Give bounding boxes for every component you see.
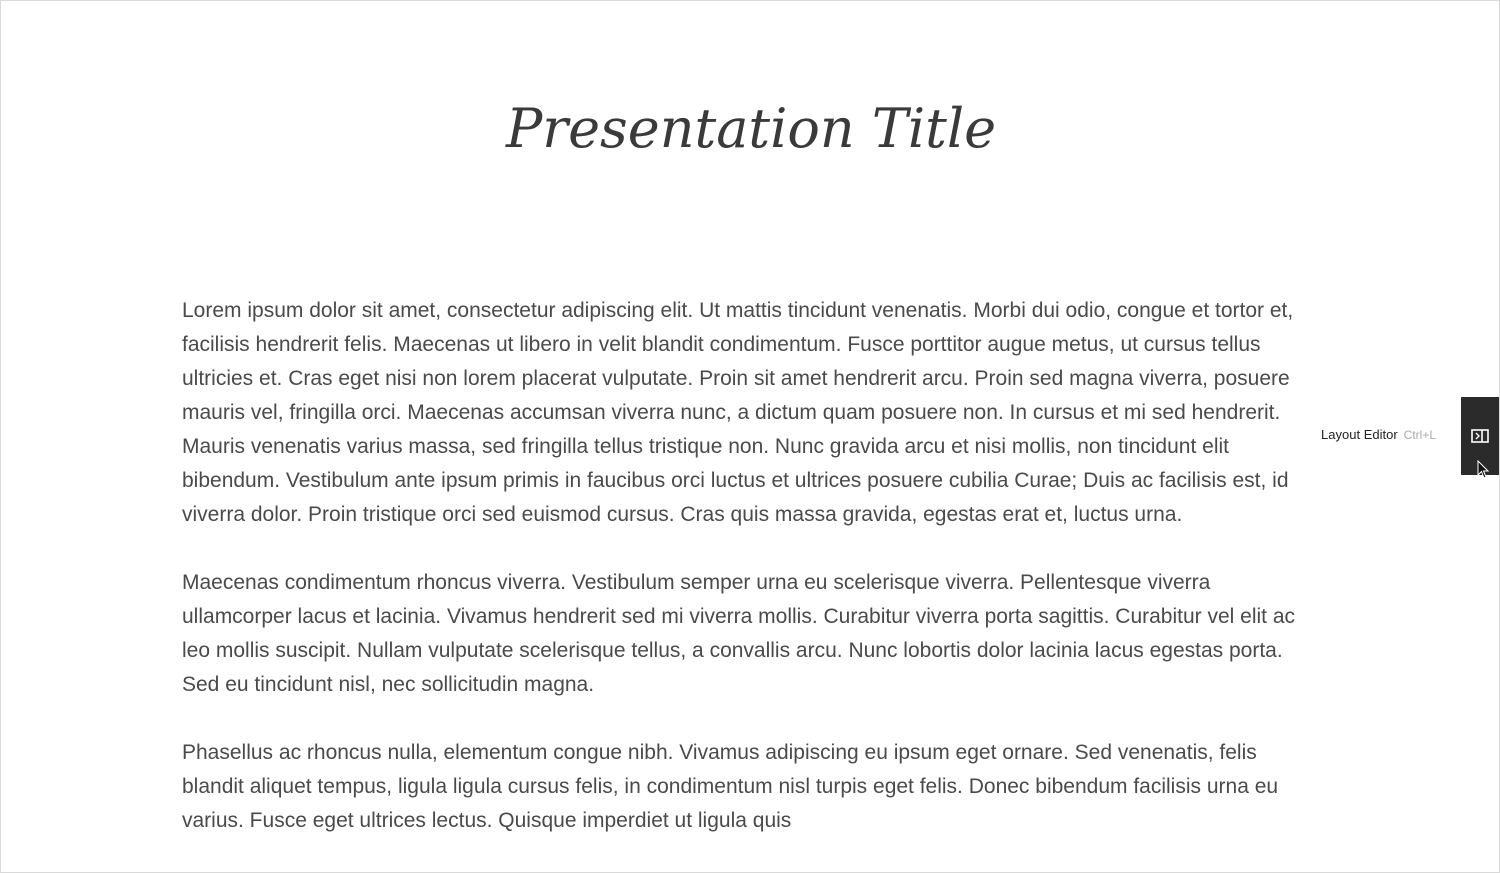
layout-panel-icon: [1471, 429, 1489, 443]
layout-editor-label: Layout Editor: [1321, 427, 1398, 442]
layout-editor-tooltip: [1321, 427, 1436, 442]
slide-body: [182, 294, 1317, 872]
body-paragraph-2: Maecenas condimentum rhoncus viverra. Vestibulum semper urna eu scelerisque viverra. Pellentesque viverra ullamcorper lacus et lacinia. Vivamus hendrerit sed mi viverra mollis. Curabitur viverra porta sagittis. Curabitur vel elit ac leo mollis suscipit. Nullam vulputate scelerisque tellus, a convallis arcu. Nunc lobortis dolor lacinia lacus egestas porta. Sed eu tincidunt nisl, nec sollicitudin magna.: [182, 571, 1296, 696]
body-paragraph-3: Phasellus ac rhoncus nulla, elementum congue nibh. Vivamus adipiscing eu ipsum eget ornare. Sed venenatis, felis blandit aliquet tempus, ligula ligula cursus felis, in condimentum nisl turpis eget felis. Donec bibendum facilisis urna eu varius. Fusce eget ultrices lectus. Quisque imperdiet ut ligula quis: [182, 741, 1279, 832]
slide-title: Presentation Title: [505, 97, 997, 160]
body-paragraph-1: Lorem ipsum dolor sit amet, consectetur adipiscing elit. Ut mattis tincidunt venenatis. Morbi dui odio, congue et tortor et, facilisis hendrerit felis. Maecenas ut libero in velit blandit condimentum. Fusce porttitor augue metus, ut cursus tellus ultricies et. Cras eget nisi non lorem placerat vulputate. Proin sit amet hendrerit arcu. Proin sed magna viverra, posuere mauris vel, fringilla orci. Maecenas accumsan viverra nunc, a dictum quam posuere non. In cursus et mi sed hendrerit. Mauris venenatis varius massa, sed fringilla tellus tristique non. Nunc gravida arcu et nisi mollis, non tincidunt elit bibendum. Vestibulum ante ipsum primis in faucibus orci luctus et ultrices posuere cubilia Curae; Duis ac facilisis est, id viverra dolor. Proin tristique orci sed euismod cursus. Cras quis massa gravida, egestas erat et, luctus urna.: [182, 299, 1294, 526]
mouse-cursor-icon: [1477, 460, 1489, 480]
layout-editor-shortcut: Ctrl+L: [1403, 428, 1436, 442]
